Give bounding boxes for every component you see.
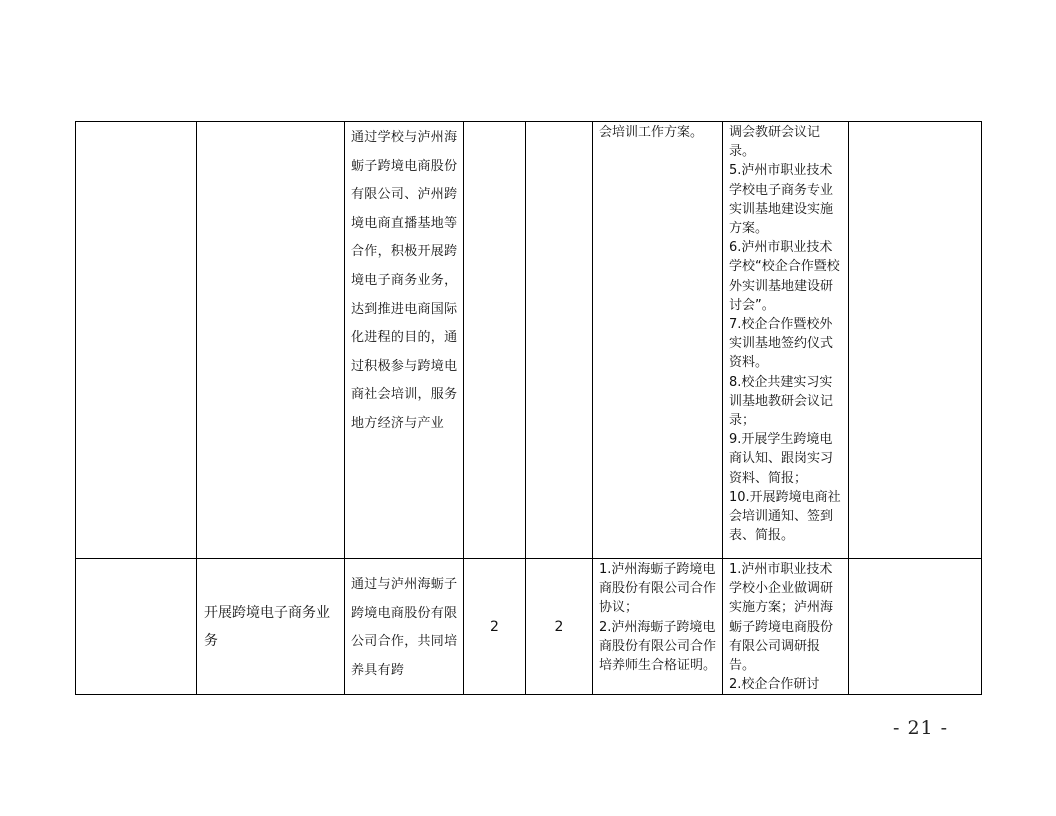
list-item: 9.开展学生跨境电商认知、跟岗实习资料、简报；	[729, 432, 834, 486]
table-cell-evidence	[723, 122, 849, 559]
table-cell-evidence	[723, 559, 849, 695]
list-item: 8.校企共建实习实训基地教研会议记录；	[729, 374, 834, 429]
list-item: 2.校企合作研讨	[729, 677, 820, 693]
table-cell-description: 通过与泸州海蛎子跨境电商股份有限公司合作，共同培养具有跨	[345, 559, 464, 695]
list-item: 7.校企合作暨校外实训基地签约仪式资料。	[729, 317, 834, 371]
table-cell-description: 通过学校与泸州海蛎子跨境电商股份有限公司、泸州跨境电商直播基地等合作，积极开展跨境电子商务业务，达到推进电商国际化进程的目的，通过积极参与跨境电商社会培训，服务地方经济与产业	[345, 122, 464, 559]
list-item: 5.泸州市职业技术学校电子商务专业实训基地建设实施方案。	[729, 163, 834, 237]
table-cell	[76, 559, 197, 695]
table-cell	[849, 122, 982, 559]
table-cell	[526, 122, 593, 559]
evidence-table	[75, 121, 982, 695]
list-item: 6.泸州市职业技术学校“校企合作暨校外实训基地建设研讨会”。	[729, 240, 840, 313]
list-item: 10.开展跨境电商社会培训通知、签到表、简报。	[729, 489, 841, 544]
table-cell	[849, 559, 982, 695]
table-cell	[464, 122, 526, 559]
table-cell-outcomes	[593, 122, 723, 559]
list-item: 2.泸州海蛎子跨境电商股份有限公司合作培养师生合格证明。	[599, 619, 717, 674]
table-row	[76, 122, 982, 559]
table-cell-count: 2	[464, 559, 526, 695]
list-item: 1.泸州海蛎子跨境电商股份有限公司合作协议；	[599, 562, 717, 616]
table-row	[76, 559, 982, 695]
table-cell	[76, 122, 197, 559]
list-item: 调会教研会议记录。	[729, 125, 821, 160]
table-cell-count: 2	[526, 559, 593, 695]
table-cell-outcomes	[593, 559, 723, 695]
list-item: 1.泸州市职业技术学校小企业做调研实施方案；泸州海蛎子跨境电商股份有限公司调研报告。	[729, 562, 834, 674]
table-cell-task-name: 开展跨境电子商务业务	[197, 559, 345, 695]
page-number: - 21 -	[893, 717, 949, 739]
table-cell	[197, 122, 345, 559]
list-item: 会培训工作方案。	[599, 125, 704, 140]
